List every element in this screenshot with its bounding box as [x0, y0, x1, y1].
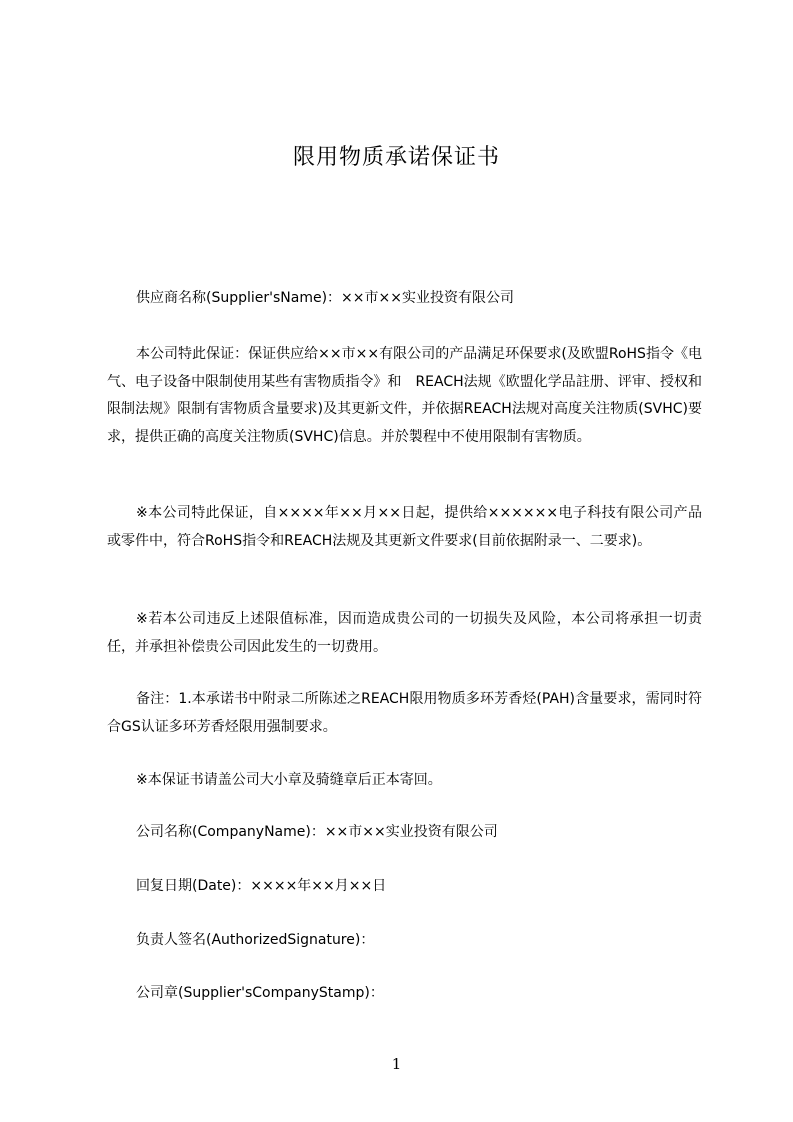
company-stamp-line: 公司章(Supplier'sCompanyStamp)：	[136, 985, 384, 1001]
guarantee-paragraph: 本公司特此保证：保证供应给××市××有限公司的产品满足环保要求(及欧盟RoHS指令《电气、电子设备中限制使用某些有害物质指令》和 REACH法规《欧盟化学品註册、评审、授权和限制法规》限制有害物质含量要求)及其更新文件，并依据REACH法规对高度关注物质(SVHC)要求，提供正确的高度关注物质(SVHC)信息。并於製程中不使用限制有害物质。	[107, 346, 702, 445]
liability-paragraph: ※若本公司违反上述限值标准，因而造成贵公司的一切损失及风险，本公司将承担一切责任，并承担补偿贵公司因此发生的一切费用。	[107, 611, 702, 655]
stamp-note: ※本保证书请盖公司大小章及骑缝章后正本寄回。	[136, 772, 442, 788]
document-title: 限用物质承诺保证书	[292, 145, 500, 170]
company-name-line: 公司名称(CompanyName)：××市××实业投资有限公司	[136, 824, 498, 840]
reply-date-line: 回复日期(Date)：××××年××月××日	[136, 878, 387, 894]
supplier-name-line: 供应商名称(Supplier'sName)：××市××实业投资有限公司	[136, 290, 514, 306]
remark-paragraph: 备注：1.本承诺书中附录二所陈述之REACH限用物质多环芳香烃(PAH)含量要求，需同时符合GS认证多环芳香烃限用强制要求。	[107, 691, 702, 735]
compliance-paragraph: ※本公司特此保证，自××××年××月××日起，提供给××××××电子科技有限公司产品或零件中，符合RoHS指令和REACH法规及其更新文件要求(目前依据附录一、二要求)。	[107, 505, 702, 549]
authorized-signature-line: 负责人签名(AuthorizedSignature)：	[136, 932, 375, 948]
page-number: 1	[391, 1055, 402, 1073]
